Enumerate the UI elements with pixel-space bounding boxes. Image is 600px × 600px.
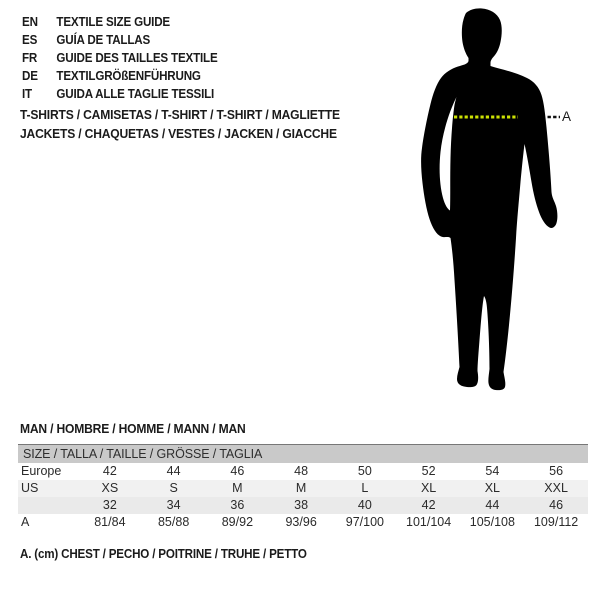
size-cell: 89/92 bbox=[221, 515, 254, 529]
table-row bbox=[18, 480, 588, 497]
language-code: FR bbox=[22, 51, 38, 65]
row-label: US bbox=[21, 481, 39, 495]
category-line-jackets: JACKETS / CHAQUETAS / VESTES / JACKEN / GIACCHE bbox=[20, 125, 337, 141]
row-label: A bbox=[21, 515, 30, 529]
table-row bbox=[18, 514, 588, 531]
size-table bbox=[18, 444, 588, 531]
size-cell: M bbox=[232, 481, 243, 495]
language-label: GUÍA DE TALLAS bbox=[56, 33, 151, 47]
size-cell: XXL bbox=[544, 481, 568, 495]
man-silhouette bbox=[405, 0, 600, 400]
size-cell: 109/112 bbox=[533, 515, 579, 529]
category-lines bbox=[20, 106, 340, 143]
row-label bbox=[18, 497, 78, 514]
size-cell: 34 bbox=[166, 498, 181, 512]
size-cell: 40 bbox=[357, 498, 372, 512]
size-cell: 46 bbox=[549, 498, 564, 512]
man-silhouette-shape bbox=[421, 8, 557, 390]
size-cell: 50 bbox=[357, 464, 372, 478]
language-row bbox=[22, 67, 218, 85]
table-row bbox=[18, 497, 588, 514]
size-cell: XL bbox=[484, 481, 501, 495]
size-cell: 38 bbox=[294, 498, 309, 512]
language-row bbox=[22, 85, 218, 103]
language-row bbox=[22, 31, 218, 49]
language-row bbox=[22, 13, 218, 31]
size-cell: 36 bbox=[230, 498, 245, 512]
language-code: EN bbox=[22, 15, 38, 29]
size-cell: 97/100 bbox=[345, 515, 384, 529]
footnote: A. (cm) CHEST / PECHO / POITRINE / TRUHE / PETTO bbox=[20, 547, 307, 561]
size-cell: 42 bbox=[102, 464, 117, 478]
size-cell: 54 bbox=[485, 464, 500, 478]
size-cell: 56 bbox=[549, 464, 564, 478]
language-label: GUIDA ALLE TAGLIE TESSILI bbox=[56, 87, 215, 101]
category-line-tshirts: T-SHIRTS / CAMISETAS / T-SHIRT / T-SHIRT / MAGLIETTE bbox=[20, 107, 340, 122]
size-cell: 44 bbox=[485, 498, 500, 512]
size-cell: 81/84 bbox=[94, 515, 126, 529]
language-label: GUIDE DES TAILLES TEXTILE bbox=[56, 51, 218, 65]
size-cell: XL bbox=[420, 481, 437, 495]
language-code: DE bbox=[22, 69, 38, 83]
size-cell: 32 bbox=[102, 498, 117, 512]
language-label: TEXTILE SIZE GUIDE bbox=[56, 15, 170, 29]
size-cell: 44 bbox=[166, 464, 181, 478]
size-cell: 52 bbox=[421, 464, 436, 478]
language-list bbox=[22, 13, 218, 103]
size-cell: 48 bbox=[294, 464, 309, 478]
language-row bbox=[22, 49, 218, 67]
size-cell: 85/88 bbox=[157, 515, 190, 529]
size-cell: 42 bbox=[421, 498, 436, 512]
size-cell: 46 bbox=[230, 464, 245, 478]
size-cell: L bbox=[361, 481, 369, 495]
row-label: Europe bbox=[21, 464, 62, 478]
size-cell: M bbox=[295, 481, 307, 495]
size-cell: 105/108 bbox=[469, 515, 515, 529]
language-code: IT bbox=[22, 87, 32, 101]
size-cell: 101/104 bbox=[406, 515, 452, 529]
size-cell: XS bbox=[101, 481, 119, 495]
size-cell: 93/96 bbox=[285, 515, 317, 529]
size-table-header: SIZE / TALLA / TAILLE / GRÖSSE / TAGLIA bbox=[18, 445, 588, 463]
language-label: TEXTILGRÖßENFÜHRUNG bbox=[56, 69, 201, 83]
section-title: MAN / HOMBRE / HOMME / MANN / MAN bbox=[20, 421, 246, 436]
size-cell: S bbox=[169, 481, 178, 495]
table-row bbox=[18, 463, 588, 480]
size-table-body bbox=[18, 463, 588, 531]
language-code: ES bbox=[22, 33, 38, 47]
measure-label-a: A bbox=[562, 109, 572, 124]
